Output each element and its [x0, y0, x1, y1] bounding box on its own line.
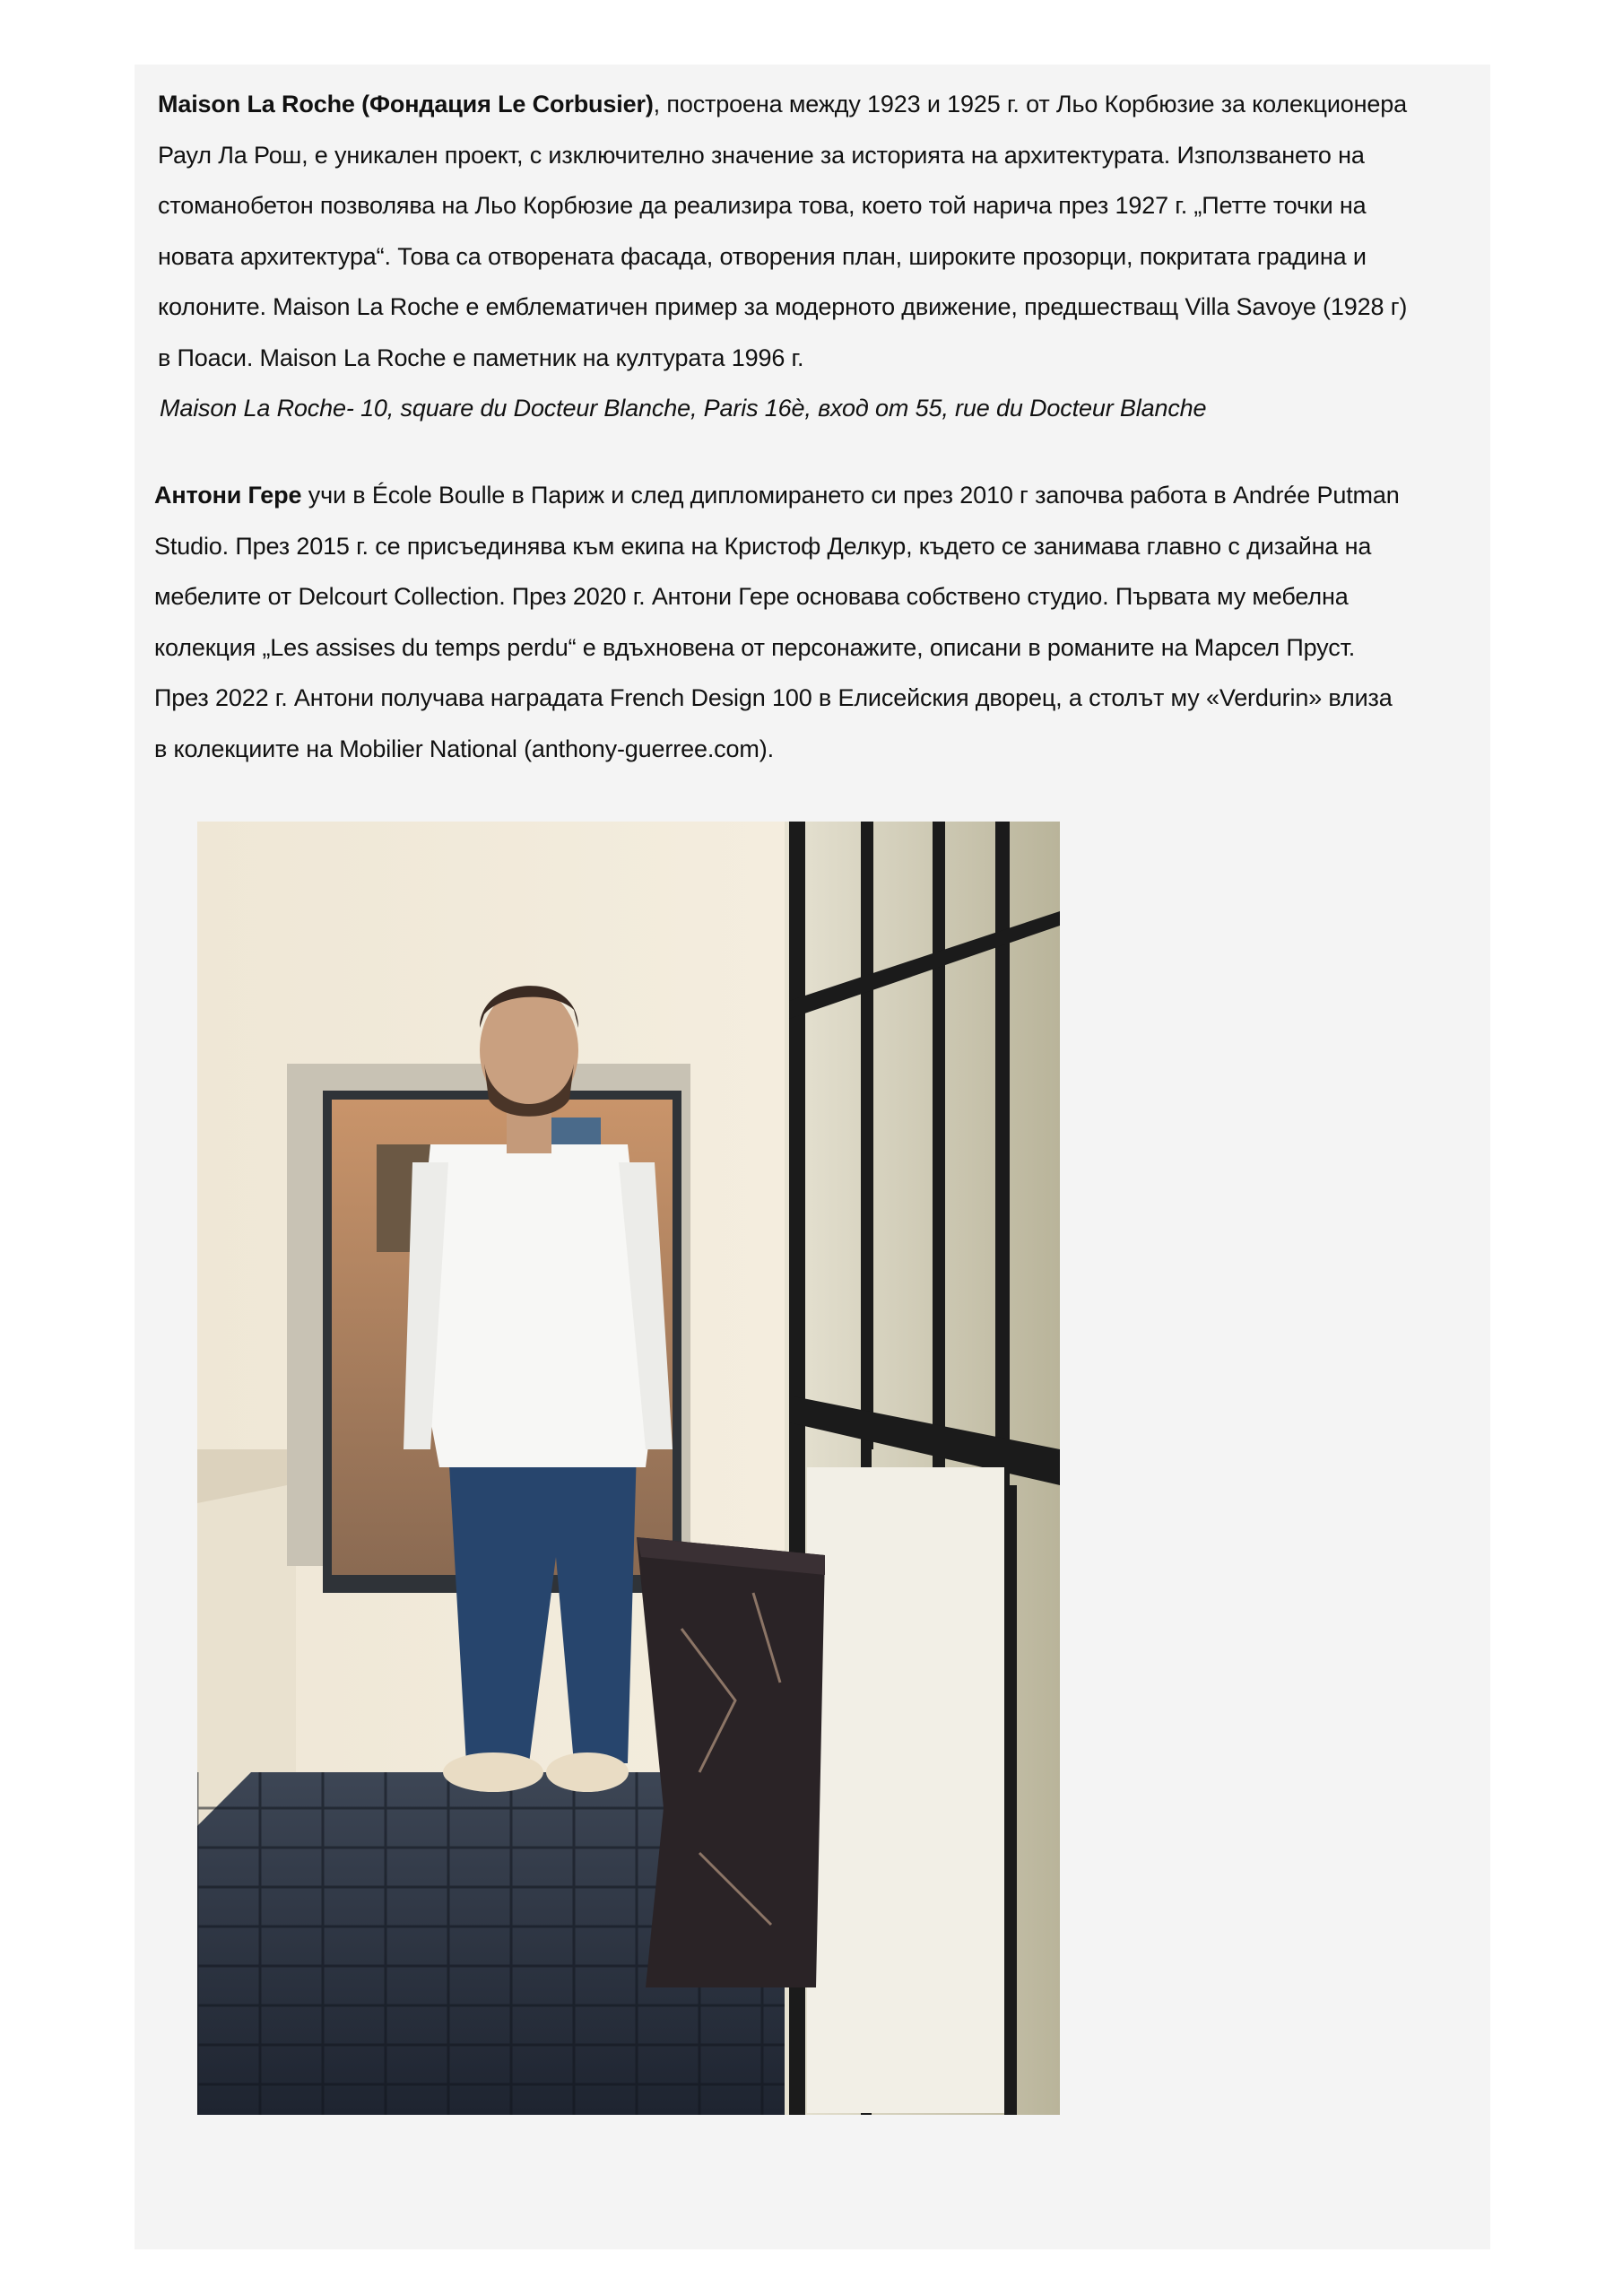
p1-line-1: [158, 79, 1485, 130]
paragraph-anthony-guerree: [154, 470, 1490, 774]
p2-line-2: Studio. През 2015 г. се присъединява към екипа на Кристоф Делкур, където се занимава главно с дизайна на: [154, 532, 1372, 560]
p1-address: Maison La Roche- 10, square du Docteur Blanche, Paris 16è, вход от 55, rue du Docteur Blanche: [160, 395, 1207, 422]
p2-line-1-text: учи в École Boulle в Париж и след дипломирането си през 2010 г започва работа в Andrée Putman: [301, 482, 1400, 509]
p1-line-6: в Поаси. Maison La Roche е паметник на културата 1996 г.: [158, 344, 804, 371]
p1-line-1-text: , построена между 1923 и 1925 г. от Льо Корбюзие за колекционера: [653, 91, 1408, 117]
p2-line-5: През 2022 г. Антони получава наградата French Design 100 в Елисейския дворец, а столът му «Verdurin» влиза: [154, 684, 1393, 711]
p1-line-4: новата архитектура“. Това са отворената фасада, отворения план, широките прозорци, покритата градина и: [158, 242, 1367, 270]
p2-line-4: колекция „Les assises du temps perdu“ е вдъхновена от персонажите, описани в романите на Марсел Пруст.: [154, 633, 1356, 661]
p1-line-3: стоманобетон позволява на Льо Корбюзие да реализира това, което той нарича през 1927 г. „Петте точки на: [158, 192, 1367, 219]
portrait-photo: [197, 822, 1060, 2115]
p1-line-2: Раул Ла Рош, е уникален проект, с изключително значение за историята на архитектурата. Използването на: [158, 141, 1365, 169]
p2-line-1: [154, 470, 1490, 521]
portrait-illustration: [197, 822, 1060, 2115]
paragraph-maison-la-roche: [158, 79, 1485, 434]
p2-line-3: мебелите от Delcourt Collection. През 2020 г. Антони Гере основава собствено студио. Първата му мебелна: [154, 583, 1349, 610]
p1-bold-title: Maison La Roche (Фондация Le Corbusier): [158, 91, 654, 117]
p2-bold-name: Антони Гере: [154, 482, 302, 509]
p1-line-5: колоните. Maison La Roche е емблематичен пример за модерното движение, предшестващ Villa Savoye (1928 г): [158, 293, 1408, 320]
p2-line-6: в колекциите на Mobilier National (anthony-guerree.com).: [154, 735, 774, 762]
